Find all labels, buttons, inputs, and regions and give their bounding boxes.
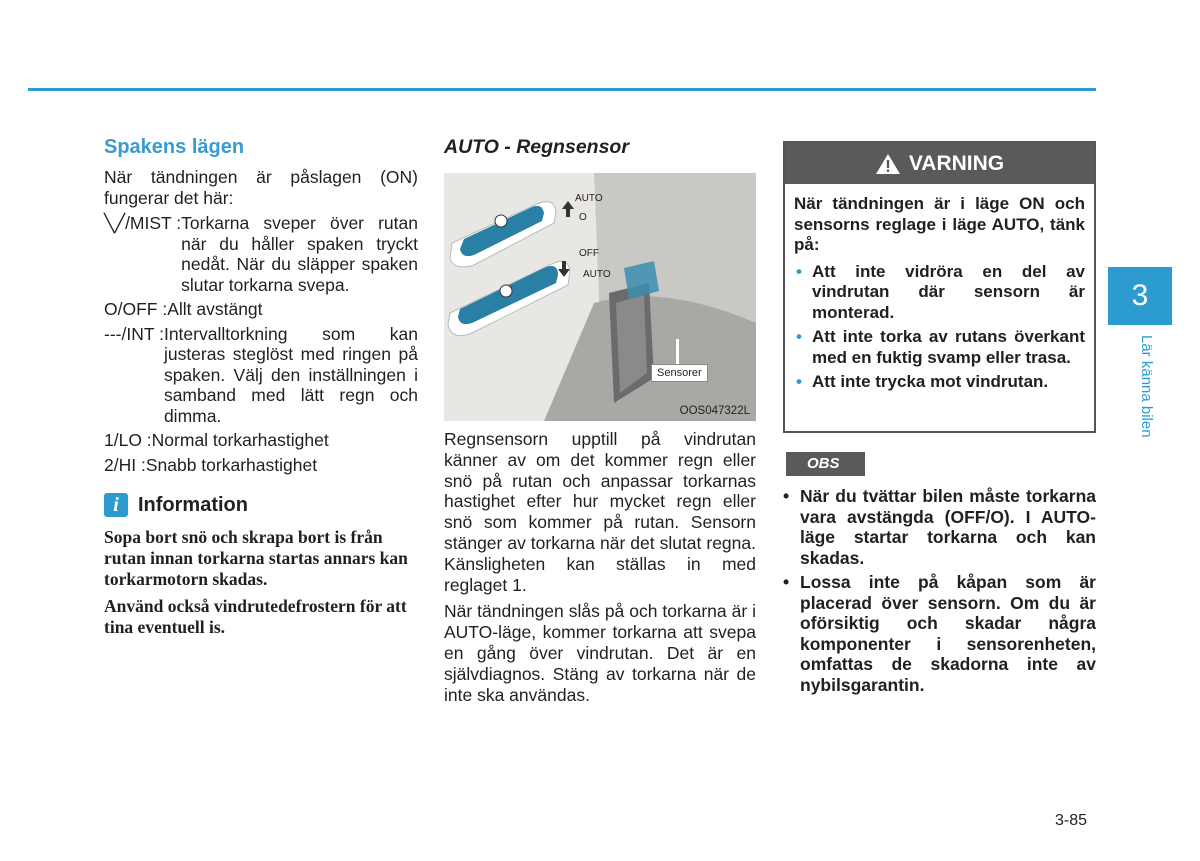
mode-key: 1/LO : [104,430,152,450]
label-off: OFF [579,248,599,259]
mode-key: ╲╱/MIST : [104,213,182,233]
information-title: Information [138,493,248,516]
mode-row [104,430,418,451]
obs-list [783,486,1096,699]
body-paragraph: När tändningen slås på och torkarna är i AUTO-läge, kommer torkarna att svepa en gång över vindrutan. Det är en självdiagnos. Stäng av torkarna när de inte ska användas. [444,601,756,705]
label-auto-bottom: AUTO [583,269,611,280]
mode-text: Allt avstängt [167,299,263,319]
chapter-tab[interactable]: 3 [1108,267,1172,325]
information-header [104,493,418,517]
warning-body [785,184,1094,393]
mode-row [104,455,418,476]
info-paragraph: Sopa bort snö och skrapa bort is från rutan innan torkarna startas annars kan torkarmotorn skadas. [104,527,408,589]
column-wiper-positions [104,136,418,644]
warning-item-text: Att inte torka av rutans överkant med en fuktig svamp eller trasa. [812,327,1085,367]
label-o-top: O [579,212,587,223]
warning-title: VARNING [908,151,1005,175]
bullet: • [783,486,790,506]
page-number: 3-85 [1055,812,1088,829]
header-rule [28,88,1096,91]
mode-row [104,213,418,295]
mode-text: Intervalltorkning som kan justeras steglöst med ringen på spaken. Välj den inställningen i samband med lätt regn och dimma. [163,323,418,426]
label-auto-top: AUTO [575,193,603,204]
sensor-label: Sensorer [651,364,708,382]
section-heading: Spakens lägen [104,136,245,158]
warning-intro: När tändningen är i läge ON och sensorns reglage i läge AUTO, tänk på: [794,194,1085,254]
warning-item [794,262,1085,324]
warning-box [783,141,1096,433]
warning-item-text: Att inte vidröra en del av vindrutan där sensorn är monterad. [812,261,1085,322]
warning-list [794,262,1085,393]
obs-item-text: När du tvättar bilen måste torkarna vara avstängda (OFF/O). I AUTO-läge startar torkarna och kan skadas. [800,486,1096,568]
obs-tag: OBS [786,452,865,476]
bullet: • [783,572,790,592]
info-paragraph: Använd också vindrutedefrostern för att tina eventuell is. [104,596,407,637]
section-heading: AUTO - Regnsensor [444,136,629,158]
warning-triangle-icon [875,153,901,175]
bullet: • [796,327,802,346]
mode-text: Torkarna sveper över rutan när du håller spaken tryckt nedåt. När du släpper spaken slutar torkarna svepa. [181,213,418,295]
mode-key: O/OFF : [104,299,168,319]
obs-item [783,486,1096,568]
intro-text: När tändningen är påslagen (ON) fungerar det här: [104,167,418,208]
body-paragraph: Regnsensorn upptill på vindrutan känner av om det kommer regn eller snö på rutan och anpassar torkarnas hastighet efter hur mycket regn eller snö som kommer på rutan. Sensorn stänger av torkarna när det slutat regna. Känsligheten kan ställas in med reglaget 1. [444,429,756,595]
illustration-graphic [444,173,756,421]
mode-row [104,324,418,427]
figure-code: OOS047322L [679,405,750,417]
chapter-title: Lär känna bilen [1138,335,1155,438]
mode-text: Normal torkarhastighet [151,430,329,450]
mode-list [104,213,418,475]
warning-item [794,327,1085,368]
rain-sensor-illustration [444,173,756,421]
info-icon: i [104,493,128,517]
obs-item-text: Lossa inte på kåpan som är placerad över sensorn. Om du är oförsiktig och skadar några komponenter i sensorenheten, omfattas de skadorna inte av nybilsgarantin. [800,572,1096,695]
bullet: • [796,372,802,391]
mode-key: ---/INT : [104,323,164,344]
warning-item-text: Att inte trycka mot vindrutan. [812,372,1049,391]
warning-header [785,143,1094,184]
warning-item [794,372,1085,393]
bullet: • [796,261,802,281]
obs-item [783,572,1096,695]
column-rain-sensor [444,136,756,711]
mode-text: Snabb torkarhastighet [145,454,318,475]
mode-key: 2/HI : [104,454,146,475]
mode-row [104,299,418,320]
